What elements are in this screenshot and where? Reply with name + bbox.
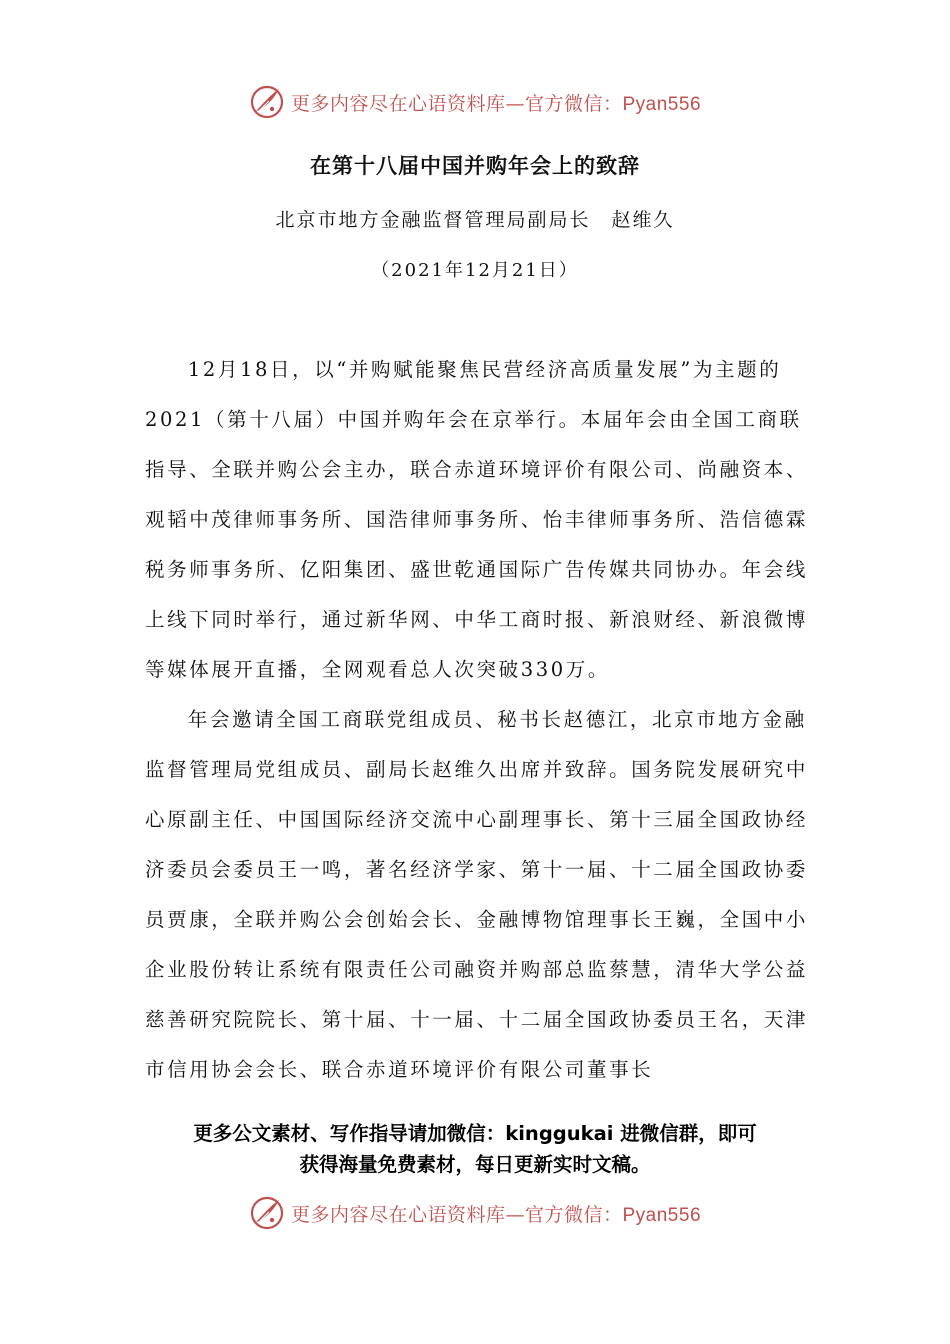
footer-banner-wechat-id: Pyan556 bbox=[622, 1204, 702, 1226]
author-line: 北京市地方金融监督管理局副局长 赵维久 bbox=[275, 209, 675, 231]
footer-banner bbox=[0, 1193, 950, 1233]
footer-banner-text bbox=[291, 1200, 701, 1227]
promo-line-1: 更多公文素材、写作指导请加微信：kinggukai 进微信群，即可 bbox=[193, 1122, 757, 1145]
header-banner-wechat-id: Pyan556 bbox=[622, 93, 702, 115]
document-body bbox=[145, 345, 810, 1095]
header-banner-text bbox=[291, 89, 701, 116]
header-banner bbox=[0, 82, 950, 122]
header-banner-cn: 更多内容尽在心语资料库—官方微信： bbox=[290, 92, 623, 115]
promo-line-2: 获得海量免费素材，每日更新实时文稿。 bbox=[299, 1153, 651, 1176]
document-title: 在第十八届中国并购年会上的致辞 bbox=[310, 153, 640, 178]
paragraph-1: 12月18日，以“并购赋能聚焦民营经济高质量发展”为主题的2021（第十八届）中国并购年会在京举行。本届年会由全国工商联指导、全联并购公会主办，联合赤道环境评价有限公司、尚融资本、观韬中茂律师事务所、国浩律师事务所、怡丰律师事务所、浩信德霖税务师事务所、亿阳集团、盛世乾通国际广告传媒共同协办。年会线上线下同时举行，通过新华网、中华工商时报、新浪财经、新浪微博等媒体展开直播，全网观看总人次突破330万。 bbox=[145, 358, 809, 681]
footer-banner-cn: 更多内容尽在心语资料库—官方微信： bbox=[290, 1203, 623, 1226]
quill-logo-icon bbox=[249, 84, 285, 120]
quill-logo-icon bbox=[249, 1195, 285, 1231]
paragraph-2: 年会邀请全国工商联党组成员、秘书长赵德江，北京市地方金融监督管理局党组成员、副局长赵维久出席并致辞。国务院发展研究中心原副主任、中国国际经济交流中心副理事长、第十三届全国政协经济委员会委员王一鸣，著名经济学家、第十一届、十二届全国政协委员贾康，全联并购公会创始会长、金融博物馆理事长王巍，全国中小企业股份转让系统有限责任公司融资并购部总监蔡慧，清华大学公益慈善研究院院长、第十届、十一届、十二届全国政协委员王名，天津市信用协会会长、联合赤道环境评价有限公司董事长 bbox=[145, 708, 809, 1081]
promo-notice bbox=[0, 1118, 950, 1180]
document-date: （2021年12月21日） bbox=[371, 260, 579, 281]
